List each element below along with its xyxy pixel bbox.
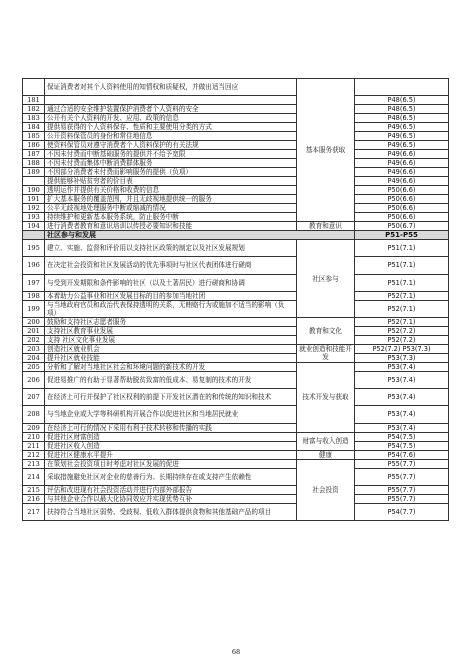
row-number: 187	[23, 150, 45, 159]
row-text: 促进社区健康水平提升	[45, 450, 297, 459]
table-row	[23, 96, 449, 105]
row-number: 189	[23, 168, 45, 177]
table-row	[23, 335, 449, 344]
table-row	[23, 213, 449, 222]
row-text: 分析和了解对当地社区社会和环境问题的新技术的开发	[45, 362, 297, 371]
row-reference: P49(6.5)	[355, 141, 449, 150]
table-row	[23, 406, 449, 423]
row-number: 203	[23, 344, 45, 353]
row-reference: P55(7.7)	[355, 485, 449, 494]
row-number	[23, 79, 45, 96]
row-reference	[355, 79, 449, 96]
table-row	[23, 353, 449, 362]
row-reference: P52(7.1)	[355, 291, 449, 300]
table-row	[23, 371, 449, 388]
row-reference: P51(7.1)	[355, 274, 449, 291]
row-text: 不因未付费而中断基础服务的提供并不给予宽限	[45, 150, 297, 159]
row-number: 206	[23, 371, 45, 388]
row-number: 197	[23, 274, 45, 291]
row-reference: P54(7.5)	[355, 432, 449, 441]
row-text: 公平无歧视地处理服务中断或缩减的情况	[45, 204, 297, 213]
row-number: 188	[23, 159, 45, 168]
page-number: 68	[231, 648, 241, 656]
row-reference: P52(7.2) P53(7.3)	[355, 344, 449, 353]
row-text: 扶持符合当地社区弱势、受歧视、低收入群体提供食物和其他基础产品的项目	[45, 503, 297, 520]
table-row	[23, 257, 449, 274]
row-number: 208	[23, 406, 45, 423]
row-reference: P50(6.6)	[355, 195, 449, 204]
table-row	[23, 450, 449, 459]
row-reference: P55(7.7)	[355, 459, 449, 468]
row-text: 与当地企业或大学等科研机构开展合作以促进社区和当地居民就业	[45, 406, 297, 423]
row-reference: P52(7.1)	[355, 300, 449, 317]
row-reference: P50(6.6)	[355, 204, 449, 213]
row-text: 与其他企业合作以最大化协同效应并实现优势互补	[45, 494, 297, 503]
table-row	[23, 423, 449, 432]
row-number	[23, 177, 45, 186]
row-number: 190	[23, 186, 45, 195]
row-number: 201	[23, 326, 45, 335]
row-text: 提供易获得的个人资料保存、性质和主要使用分类的方式	[45, 123, 297, 132]
section-reference: P51-P55	[355, 231, 449, 240]
table-row	[23, 123, 449, 132]
table-row	[23, 150, 449, 159]
section-title: 社区参与和发展	[45, 231, 355, 240]
row-text: 支持社区教育事业发展	[45, 326, 297, 335]
table-row	[23, 317, 449, 326]
indicator-table	[22, 78, 449, 521]
table-row	[23, 159, 449, 168]
row-number: 192	[23, 204, 45, 213]
row-reference: P51(7.1)	[355, 240, 449, 257]
table-row	[23, 362, 449, 371]
table-row	[23, 168, 449, 177]
row-text: 持续维护和更新基本服务系统，防止服务中断	[45, 213, 297, 222]
table-row	[23, 300, 449, 317]
row-reference: P49(6.6)	[355, 177, 449, 186]
row-number: 204	[23, 353, 45, 362]
row-text: 提升社区就业技能	[45, 353, 297, 362]
category-cell: 技术开发与获取	[297, 362, 355, 432]
row-text: 扩大基本服务的覆盖范围，并且无歧视地提供统一的服务	[45, 195, 297, 204]
row-number: 215	[23, 485, 45, 494]
row-text: 促进社区收入创造	[45, 441, 297, 450]
row-reference: P52(7.1)	[355, 317, 449, 326]
row-reference: P53(7.4)	[355, 406, 449, 423]
table-row	[23, 441, 449, 450]
row-reference: P54(7.7)	[355, 503, 449, 520]
row-text: 在决定社会投资和社区发展活动的优先事项时与社区代表团体进行磋商	[45, 257, 297, 274]
category-cell: 教育和意识	[297, 222, 355, 231]
category-cell: 财富与收入创造	[297, 432, 355, 450]
section-number	[23, 231, 45, 240]
row-number: 195	[23, 240, 45, 257]
row-reference: P53(7.4)	[355, 362, 449, 371]
row-reference: P52(7.2)	[355, 326, 449, 335]
row-number: 214	[23, 468, 45, 485]
row-number: 211	[23, 441, 45, 450]
table-row	[23, 485, 449, 494]
row-number: 207	[23, 389, 45, 406]
table-row	[23, 141, 449, 150]
row-reference: P55(7.7)	[355, 494, 449, 503]
row-text: 使资料保管员对遵守消费者个人资料保护的有关法规	[45, 141, 297, 150]
row-number: 202	[23, 335, 45, 344]
table-row	[23, 79, 449, 96]
row-reference: P48(6.5)	[355, 96, 449, 105]
table-row	[23, 195, 449, 204]
row-reference: P49(6.6)	[355, 150, 449, 159]
table-row	[23, 389, 449, 406]
table-row	[23, 503, 449, 520]
row-reference: P50(6.7)	[355, 222, 449, 231]
category-cell: 教育和文化	[297, 317, 355, 344]
row-text: 保证消费者对其个人资料使用的知情权和质疑权，并做出适当回应	[45, 79, 297, 96]
row-text: 建立、实施、监督和评价用以支持社区政策的制定以及社区发展规划	[45, 240, 297, 257]
row-number: 209	[23, 423, 45, 432]
row-text: 通过合适的安全维护装置保护消费者个人资料的安全	[45, 105, 297, 114]
table-row	[23, 494, 449, 503]
row-reference: P51(7.1)	[355, 257, 449, 274]
row-reference: P48(6.5)	[355, 105, 449, 114]
table-row	[23, 432, 449, 441]
row-text: 在策划社会投资项目时考虑对社区发展的促进	[45, 459, 297, 468]
row-reference: P53(7.4)	[355, 389, 449, 406]
row-text: 公开有关个人资料的开发、应用、政策的信息	[45, 114, 297, 123]
row-text: 不因部分消费者未付费而影响服务的提供（负项）	[45, 168, 297, 177]
category-cell: 健康	[297, 450, 355, 459]
row-reference: P54(7.5)	[355, 441, 449, 450]
row-reference: P50(6.6)	[355, 213, 449, 222]
row-number: 198	[23, 291, 45, 300]
row-text: 采取措施避免社区对企业的慈善行为、长期持续存在或支持产生依赖性	[45, 468, 297, 485]
row-number: 194	[23, 222, 45, 231]
row-number: 196	[23, 257, 45, 274]
row-text: 支持 社区文化事业发展	[45, 335, 297, 344]
row-text: 与受到开发期限和条件影响的社区（以及土著居民）进行磋商和协调	[45, 274, 297, 291]
category-cell: 就业创造和技能开发	[297, 344, 355, 362]
table-row	[23, 274, 449, 291]
row-reference: P53(7.4)	[355, 371, 449, 388]
table-row	[23, 468, 449, 485]
row-number: 182	[23, 105, 45, 114]
table-row	[23, 326, 449, 335]
row-text: 在经济上可行的情况下采用有利于技术转移和传播的实践	[45, 423, 297, 432]
row-number: 210	[23, 432, 45, 441]
row-reference: P49(6.5)	[355, 123, 449, 132]
table-row	[23, 105, 449, 114]
row-reference: P49(6.6)	[355, 168, 449, 177]
row-reference: P49(6.6)	[355, 159, 449, 168]
table-row	[23, 132, 449, 141]
row-text: 提供能够补贴贫穷者的价目表	[45, 177, 297, 186]
row-reference: P54(7.6)	[355, 450, 449, 459]
row-text: 鼓励和支持社区志愿者服务	[45, 317, 297, 326]
row-reference: P55(7.7)	[355, 468, 449, 485]
row-text: 促进社区财富创造	[45, 432, 297, 441]
row-number: 199	[23, 300, 45, 317]
row-number: 191	[23, 195, 45, 204]
row-text: 创造社区就业机会	[45, 344, 297, 353]
row-text: 促进易推广的有助于显著帮助脱贫致富的低成本、易复制的技术的开发	[45, 371, 297, 388]
table-row	[23, 459, 449, 468]
row-number: 186	[23, 141, 45, 150]
row-text: 进行消费者教育和意识培训以传授必要知识和技能	[45, 222, 297, 231]
category-cell: 社会投资	[297, 459, 355, 520]
row-text: 透明运作并提供有关价格和收费的信息	[45, 186, 297, 195]
row-number: 216	[23, 494, 45, 503]
row-number: 217	[23, 503, 45, 520]
row-text: 公开资料保管员的身份和常住地信息	[45, 132, 297, 141]
row-number: 185	[23, 132, 45, 141]
row-reference: P49(6.5)	[355, 132, 449, 141]
table-row	[23, 177, 449, 186]
row-number: 181	[23, 96, 45, 105]
row-number: 205	[23, 362, 45, 371]
row-number: 200	[23, 317, 45, 326]
row-number: 213	[23, 459, 45, 468]
table-row	[23, 344, 449, 353]
row-reference: P52(7.2)	[355, 335, 449, 344]
row-text	[45, 96, 297, 105]
table-row	[23, 114, 449, 123]
row-text: 本着助力公益事业和社区发展目标的目的参加当地社团	[45, 291, 297, 300]
category-cell: 基本服务获取	[297, 79, 355, 222]
table-row	[23, 186, 449, 195]
row-reference: P48(6.5)	[355, 114, 449, 123]
row-reference: P53(7.4)	[355, 423, 449, 432]
row-reference: P53(7.3)	[355, 353, 449, 362]
row-number: 183	[23, 114, 45, 123]
row-text: 不因未付费而集体中断消费群体服务	[45, 159, 297, 168]
row-number: 212	[23, 450, 45, 459]
table-row	[23, 222, 449, 231]
table-row	[23, 240, 449, 257]
row-text: 评估和改进现有社会投资活动并进行内部外部报告	[45, 485, 297, 494]
section-header	[23, 231, 449, 240]
row-number: 184	[23, 123, 45, 132]
category-cell: 社区参与	[297, 240, 355, 318]
row-reference: P50(6.6)	[355, 186, 449, 195]
table-row	[23, 291, 449, 300]
row-text: 与当地政府官员和政治代表保持透明的关系，无贿赂行为或施加不适当的影响（负项）	[45, 300, 297, 317]
table-row	[23, 204, 449, 213]
row-text: 在经济上可行并保护了社区权利的前提下开发社区潜在的和传统的知识和技术	[45, 389, 297, 406]
row-number: 193	[23, 213, 45, 222]
